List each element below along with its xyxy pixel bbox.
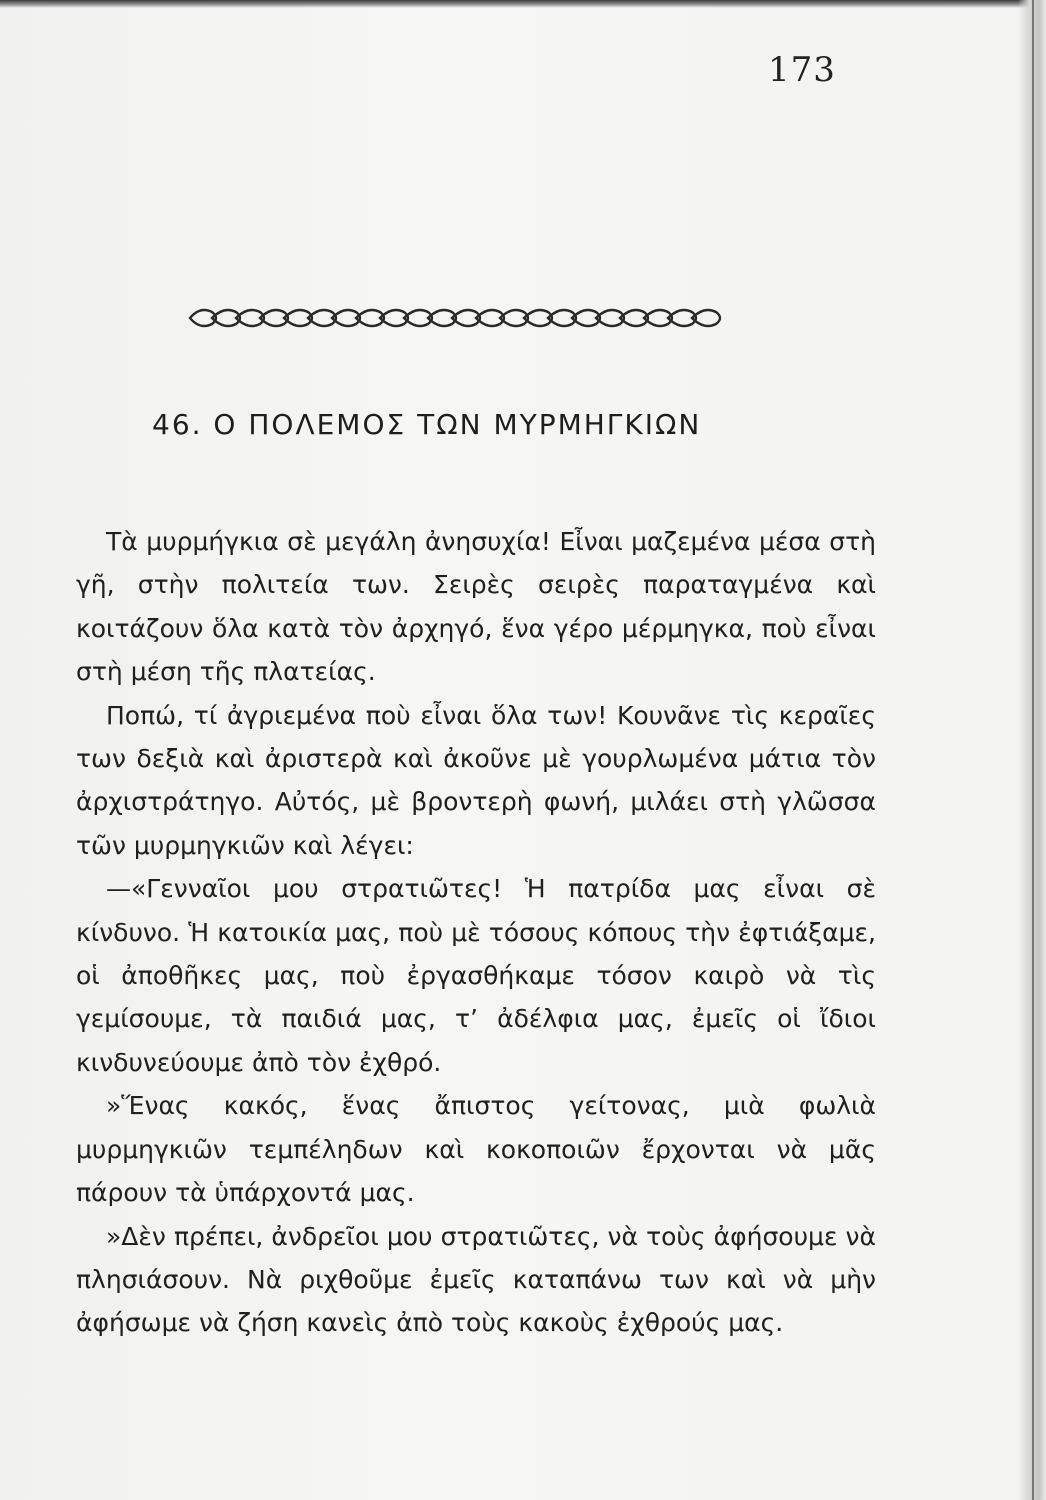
paragraph-1: Τὰ μυρμήγκια σὲ μεγάλη ἀνησυχία! Εἶναι μαζεμένα μέσα στὴ γῆ, στὴν πολιτεία των. Σειρὲς σειρὲς παραταγμένα καὶ κοιτάζουν ὅλα κατὰ τὸν ἀρχηγό, ἕνα γέρο μέρμηγκα, ποὺ εἶναι στὴ μέση τῆς πλατείας. — [76, 527, 876, 687]
chapter-heading: 46. Ο ΠΟΛΕΜΟΣ ΤΩΝ ΜΥΡΜΗΓΚΙΩΝ — [152, 408, 702, 441]
paragraph-2: Ποπώ, τί ἀγριεμένα ποὺ εἶναι ὅλα των! Κουνᾶνε τὶς κεραῖες των δεξιὰ καὶ ἀριστερὰ καὶ ἀκοῦνε μὲ γουρλωμένα μάτια τὸν ἀρχιστράτηγο. Αὐτός, μὲ βροντερὴ φωνή, μιλάει στὴ γλῶσσα τῶν μυρμηγκιῶν καὶ λέγει: — [76, 700, 876, 860]
paragraph-4: »Ἕνας κακός, ἕνας ἄπιστος γείτονας, μιὰ φωλιὰ μυρμηγκιῶν τεμπέληδων καὶ κοκοποιῶν ἔρχονται νὰ μᾶς πάρουν τὰ ὑπάρχοντά μας. — [76, 1091, 876, 1208]
page-top-shadow — [0, 0, 1046, 8]
page-edge-line — [1032, 0, 1034, 1500]
paragraph-3: —«Γενναῖοι μου στρατιῶτες! Ἡ πατρίδα μας εἶναι σὲ κίνδυνο. Ἡ κατοικία μας, ποὺ μὲ τόσους κόπους τὴν ἐφτιάξαμε, οἱ ἀποθῆκες μας, ποὺ ἐργασθήκαμε τόσον καιρὸ νὰ τὶς γεμίσουμε, τὰ παιδιά μας, τ’ ἀδέλφια μας, ἐμεῖς οἱ ἴδιοι κινδυνεύουμε ἀπὸ τὸν ἐχθρό. — [76, 874, 876, 1077]
ornament-border — [186, 298, 726, 338]
body-text — [76, 520, 876, 1345]
page-number: 173 — [768, 50, 836, 90]
paragraph-5: »Δὲν πρέπει, ἀνδρεῖοι μου στρατιῶτες, νὰ τοὺς ἀφήσουμε νὰ πλησιάσουν. Νὰ ριχθοῦμε ἐμεῖς καταπάνω των καὶ νὰ μὴν ἀφήσωμε νὰ ζήση κανεὶς ἀπὸ τοὺς κακοὺς ἐχθρούς μας. — [76, 1221, 876, 1338]
